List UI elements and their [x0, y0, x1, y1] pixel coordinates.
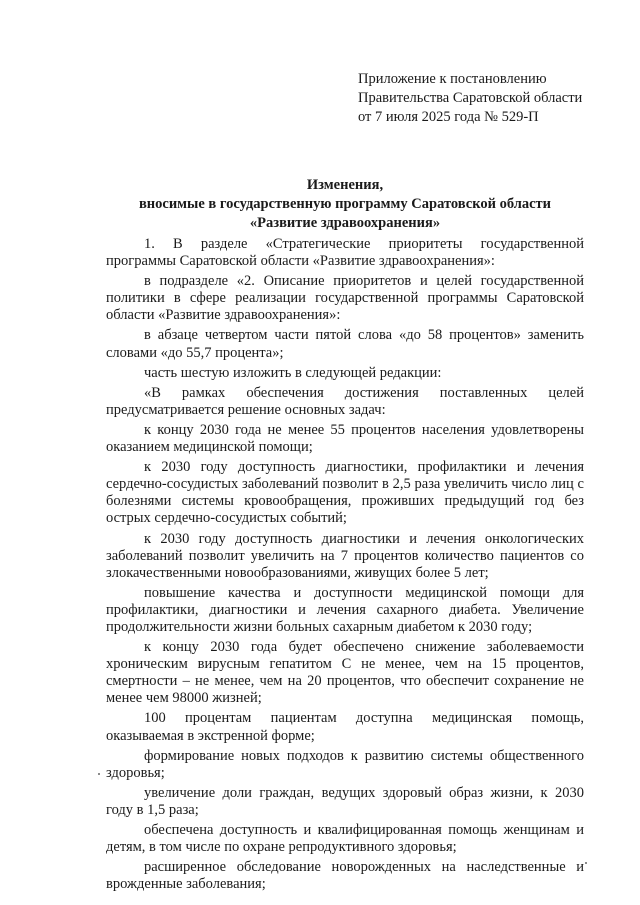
paragraph: увеличение доли граждан, ведущих здоровый образ жизни, к 2030 году в 1,5 раза;	[106, 784, 584, 818]
title-line: «Развитие здравоохранения»	[249, 215, 441, 231]
paragraph: в подразделе «2. Описание приоритетов и целей государственной политики в сфере реализации государственной программы Саратовской области «Развитие здравоохранения»:	[106, 273, 584, 324]
paragraph: повышение качества и доступности медицинской помощи для профилактики, диагностики и лечения сахарного диабета. Увеличение продолжительности жизни больных сахарным диабетом к 2030 году;	[106, 584, 584, 635]
paragraph: 100 процентам пациентам доступна медицинская помощь, оказываемая в экстренной форме;	[106, 710, 584, 744]
paragraph: формирование новых подходов к развитию системы общественного здоровья;	[106, 747, 584, 781]
annex-line: Приложение к постановлению	[358, 71, 547, 87]
paragraph: к 2030 году доступность диагностики, профилактики и лечения сердечно-сосудистых заболеваний позволит в 2,5 раза увеличить число лиц с болезнями системы кровообращения, проживших предыдущий год без острых сердечно-сосудистых событий;	[106, 459, 584, 527]
paragraph: к концу 2030 года не менее 55 процентов населения удовлетворены оказанием медицинской помощи;	[106, 421, 584, 456]
paragraph: в абзаце четвертом части пятой слова «до 58 процентов» заменить словами «до 55,7 процента»;	[106, 327, 584, 361]
paragraph: к концу 2030 года будет обеспечено снижение заболеваемости хроническим вирусным гепатитом C не менее, чем на 15 процентов, смертности – не менее, чем на 20 процентов, что обеспечит сохранение не менее чем 98000 жизней;	[106, 639, 584, 707]
annex-line: от 7 июля 2025 года № 529-П	[358, 109, 539, 125]
paragraph: 1. В разделе «Стратегические приоритеты государственной программы Саратовской области «Развитие здравоохранения»:	[106, 236, 584, 270]
document-body	[106, 236, 584, 893]
paragraph: к 2030 году доступность диагностики и лечения онкологических заболеваний позволит увеличить на 7 процентов количество пациентов со злокачественными новообразованиями, живущих более 5 лет;	[106, 530, 584, 581]
annex-line: Правительства Саратовской области	[358, 90, 583, 106]
annex-header	[358, 70, 582, 127]
paragraph: расширенное обследование новорожденных на наследственные и врожденные заболевания;	[106, 859, 584, 893]
title-line: вносимые в государственную программу Саратовской области	[138, 196, 552, 212]
paragraph: часть шестую изложить в следующей редакции:	[144, 364, 442, 381]
scan-speck	[98, 773, 100, 775]
scan-speck	[585, 862, 587, 864]
document-title	[90, 176, 600, 233]
title-line: Изменения,	[306, 177, 384, 193]
paragraph: «В рамках обеспечения достижения поставленных целей предусматривается решение основных задач:	[106, 384, 584, 418]
paragraph: обеспечена доступность и квалифицированная помощь женщинам и детям, в том числе по охране репродуктивного здоровья;	[106, 822, 584, 856]
